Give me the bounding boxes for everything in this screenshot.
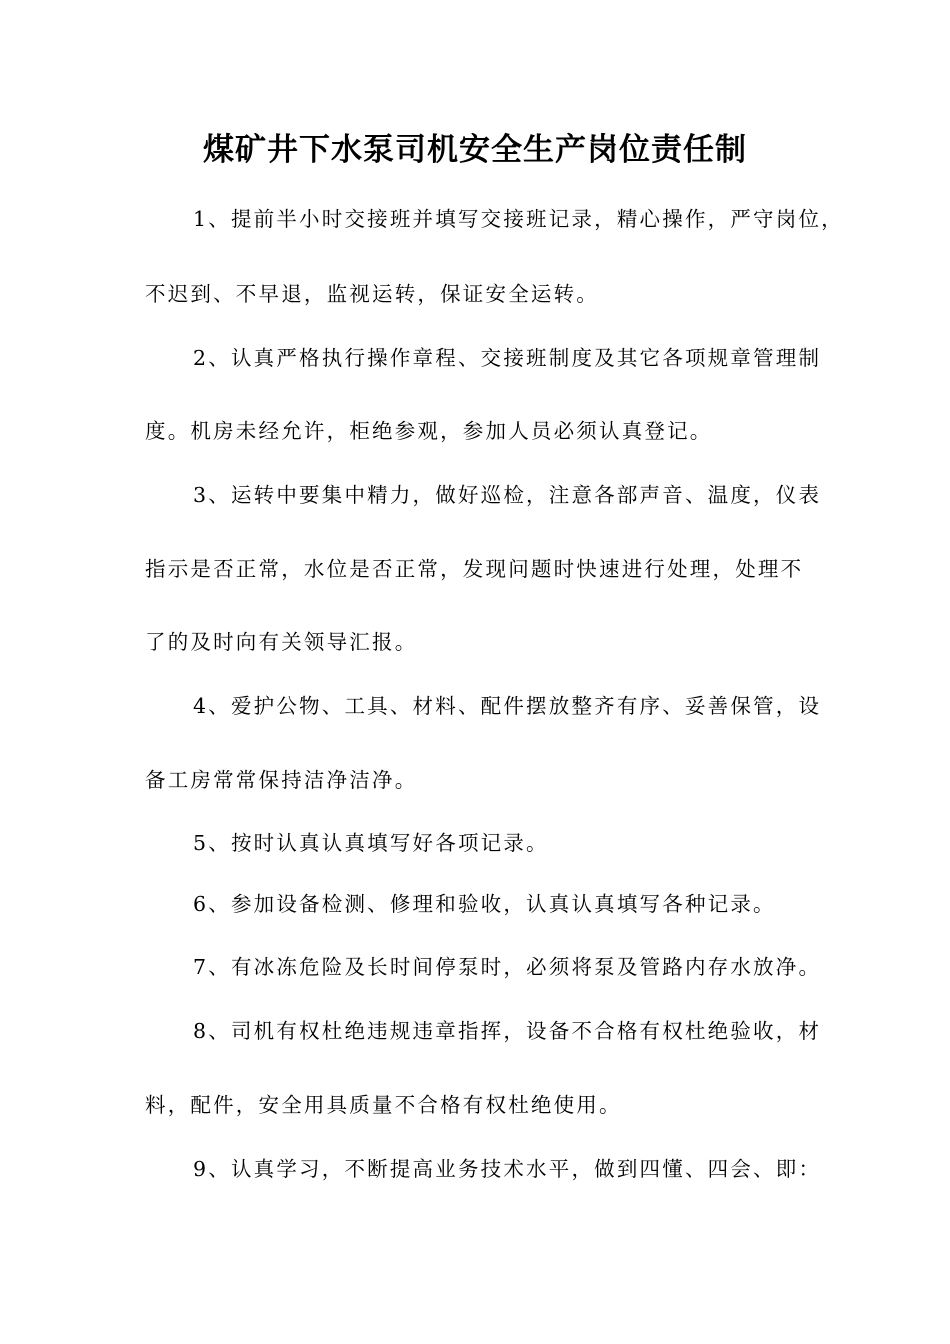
paragraph-8-line-1: 8、司机有权杜绝违规违章指挥，设备不合格有权杜绝验收，材 xyxy=(193,1019,822,1043)
paragraph-6-line-1: 6、参加设备检测、修理和验收，认真认真填写各种记录。 xyxy=(193,892,776,916)
paragraph-2-line-2: 度。机房未经允许，柜绝参观，参加人员必须认真登记。 xyxy=(145,419,713,443)
paragraph-1-line-1: 1、提前半小时交接班并填写交接班记录，精心操作，严守岗位， xyxy=(193,207,844,231)
paragraph-4-line-1: 4、爱护公物、工具、材料、配件摆放整齐有序、妥善保管，设 xyxy=(193,694,822,718)
paragraph-9-line-1: 9、认真学习，不断提高业务技术水平，做到四懂、四会、即： xyxy=(193,1157,822,1181)
paragraph-5-line-1: 5、按时认真认真填写好各项记录。 xyxy=(193,831,549,855)
paragraph-2-line-1: 2、认真严格执行操作章程、交接班制度及其它各项规章管理制 xyxy=(193,346,822,370)
paragraph-4-line-2: 备工房常常保持洁净洁净。 xyxy=(145,768,418,792)
paragraph-3-line-3: 了的及时向有关领导汇报。 xyxy=(145,630,418,654)
document-title: 煤矿井下水泵司机安全生产岗位责任制 xyxy=(203,132,747,168)
paragraph-7-line-1: 7、有冰冻危险及长时间停泵时，必须将泵及管路内存水放净。 xyxy=(193,955,822,979)
paragraph-3-line-2: 指示是否正常，水位是否正常，发现问题时快速进行处理，处理不 xyxy=(145,557,804,581)
paragraph-3-line-1: 3、运转中要集中精力，做好巡检，注意各部声音、温度，仪表 xyxy=(193,483,822,507)
paragraph-1-line-2: 不迟到、不早退，监视运转，保证安全运转。 xyxy=(145,282,599,306)
paragraph-8-line-2: 料，配件，安全用具质量不合格有权杜绝使用。 xyxy=(145,1093,622,1117)
